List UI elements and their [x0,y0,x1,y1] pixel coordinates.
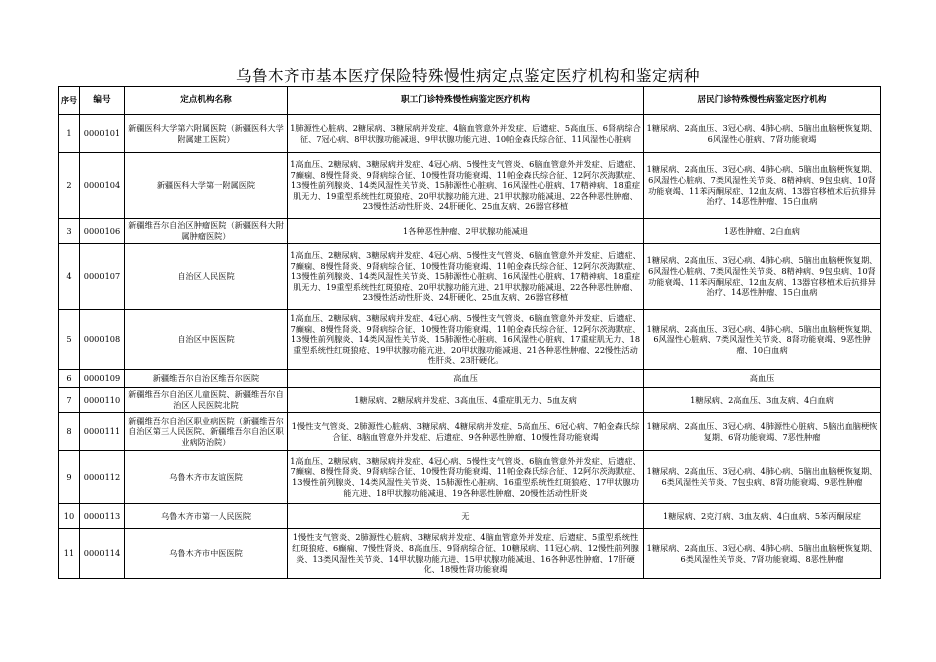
row-staff-diseases: 1高血压、2糖尿病、3糖尿病并发症、4冠心病、5慢性支气管炎、6脑血管意外并发症、后遗症、7癫痫、8慢性肾炎、9肾病综合征、10慢性肾功能衰竭、11帕金森氏综合征、12阿尔茨海默症、13慢性前列腺炎、14类风湿性关节炎、15肺源性心脏病、16重型系统性红斑狼疮、17甲状腺功能亢进、18甲状腺功能减退、19各种恶性肿瘤、20慢性活动性肝炎 [288,451,644,504]
row-code: 0000106 [80,219,125,244]
table-header-row [59,87,881,115]
row-institution: 新疆维吾尔自治区肿瘤医院（新疆医科大附属肿瘤医院） [125,219,288,244]
header-code: 编号 [80,87,125,115]
page-title: 乌鲁木齐市基本医疗保险特殊慢性病定点鉴定医疗机构和鉴定病种 [235,67,700,85]
row-staff-diseases: 1慢性支气管炎、2肺源性心脏病、3糖尿病、4糖尿病并发症、5高血压、6冠心病、7帕金森氏综合征、8脑血管意外并发症、后遗症、9各种恶性肿瘤、10慢性肾功能衰竭 [288,413,644,451]
row-resident-diseases: 高血压 [644,370,881,388]
row-staff-diseases: 1高血压、2糖尿病、3糖尿病并发症、4冠心病、5慢性支气管炎、6脑血管意外并发症、后遗症、7癫痫、8慢性肾炎、9肾病综合征、10慢性肾功能衰竭、11帕金森氏综合征、12阿尔茨海默症、13慢性前列腺炎、14类风湿性关节炎、15肺源性心脏病、16风湿性心脏病、17重症肌无力、18重型系统性红斑狼疮、19甲状腺功能亢进、20甲状腺功能减退、21各种恶性肿瘤、22慢性活动性肝炎、23肝硬化。 [288,310,644,370]
row-seq: 1 [59,115,80,153]
table-row [59,370,881,388]
row-staff-diseases: 1高血压、2糖尿病、3糖尿病并发症、4冠心病、5慢性支气管炎、6脑血管意外并发症、后遗症、7癫痫、8慢性肾炎、9肾病综合征、10慢性肾功能衰竭、11帕金森氏综合征、12阿尔茨海默症、13慢性前列腺炎、14类风湿性关节炎、15肺源性心脏病、16风湿性心脏病、17精神病、18重症肌无力、19重型系统性红斑狼疮、20甲状腺功能亢进、21甲状腺功能减退、22各种恶性肿瘤、23慢性活动性肝炎、24肝硬化、25血友病、26器官移植 [288,244,644,310]
row-seq: 4 [59,244,80,310]
table-row [59,504,881,529]
row-resident-diseases: 1糖尿病、2克汀病、3血友病、4白血病、5苯丙酮尿症 [644,504,881,529]
row-seq: 7 [59,388,80,413]
row-code: 0000107 [80,244,125,310]
row-seq: 11 [59,529,80,579]
row-staff-diseases: 1各种恶性肿瘤、2甲状腺功能减退 [288,219,644,244]
row-seq: 8 [59,413,80,451]
table-row [59,244,881,310]
institution-table [58,86,881,579]
row-institution: 乌鲁木齐市友谊医院 [125,451,288,504]
table-row [59,529,881,579]
row-staff-diseases: 1糖尿病、2糖尿病并发症、3高血压、4重症肌无力、5血友病 [288,388,644,413]
row-staff-diseases: 1慢性支气管炎、2肺源性心脏病、3糖尿病并发症、4脑血管意外并发症、后遗症、5重型系统性红斑狼疮、6癫痫、7慢性肾炎、8高血压、9肾病综合征、10糖尿病、11冠心病、12慢性前列腺炎、13类风湿性关节炎、14甲状腺功能亢进、15甲状腺功能减退、16各种恶性肿瘤、17肝硬化、18慢性肾功能衰竭 [288,529,644,579]
row-institution: 乌鲁木齐市中医医院 [125,529,288,579]
row-seq: 2 [59,153,80,219]
row-resident-diseases: 1糖尿病、2高血压、3血友病、4白血病 [644,388,881,413]
row-resident-diseases: 1糖尿病、2高血压、3冠心病、4肺源性心脏病、5脑出血脑梗恢复期、6肾功能衰竭、7恶性肿瘤 [644,413,881,451]
row-institution: 新疆维吾尔自治区维吾尔医院 [125,370,288,388]
row-code: 0000111 [80,413,125,451]
row-code: 0000108 [80,310,125,370]
table-row [59,153,881,219]
row-seq: 5 [59,310,80,370]
table-row [59,115,881,153]
row-code: 0000114 [80,529,125,579]
row-code: 0000113 [80,504,125,529]
row-resident-diseases: 1糖尿病、2高血压、3冠心病、4肺心病、5脑出血脑梗恢复期、6风湿性心脏病、7类风湿性关节炎、8肾功能衰竭、9恶性肿瘤、10白血病 [644,310,881,370]
row-staff-diseases: 1高血压、2糖尿病、3糖尿病并发症、4冠心病、5慢性支气管炎、6脑血管意外并发症、后遗症、7癫痫、8慢性肾炎、9肾病综合征、10慢性肾功能衰竭、11帕金森氏综合征、12阿尔茨海默症、13慢性前列腺炎、14类风湿性关节炎、15肺源性心脏病、16风湿性心脏病、17精神病、18重症肌无力、19重型系统性红斑狼疮、20甲状腺功能亢进、21甲状腺功能减退、22各种恶性肿瘤、23慢性活动性肝炎、24肝硬化、25血友病、26器官移植 [288,153,644,219]
row-institution: 新疆医科大学第一附属医院 [125,153,288,219]
row-seq: 10 [59,504,80,529]
row-code: 0000101 [80,115,125,153]
row-institution: 自治区人民医院 [125,244,288,310]
row-resident-diseases: 1糖尿病、2高血压、3冠心病、4肺心病、5脑出血脑梗恢复期、6类风湿性关节炎、7包虫病、8肾功能衰竭、9恶性肿瘤 [644,451,881,504]
row-institution: 新疆维吾尔自治区儿童医院、新疆维吾尔自治区人民医院北院 [125,388,288,413]
row-institution: 自治区中医医院 [125,310,288,370]
row-seq: 3 [59,219,80,244]
row-staff-diseases: 1肺源性心脏病、2糖尿病、3糖尿病并发症、4脑血管意外并发症、后遗症、5高血压、6肾病综合征、7冠心病、8甲状腺功能减退、9甲状腺功能亢进、10帕金森氏综合征、11风湿性心脏病 [288,115,644,153]
row-resident-diseases: 1糖尿病、2高血压、3冠心病、4肺心病、5脑出血脑梗恢复期、6类风湿性关节炎、7肾功能衰竭、8恶性肿瘤 [644,529,881,579]
row-code: 0000110 [80,388,125,413]
row-staff-diseases: 高血压 [288,370,644,388]
row-resident-diseases: 1糖尿病、2高血压、3冠心病、4肺心病、5脑出血脑梗恢复期、6风湿性心脏病、7类风湿性关节炎、8精神病、9包虫病、10肾功能衰竭、11苯丙酮尿症、12血友病、13器官移植术后抗排异治疗、14恶性肿瘤、15白血病 [644,244,881,310]
row-seq: 9 [59,451,80,504]
header-name: 定点机构名称 [125,87,288,115]
table-row [59,219,881,244]
header-seq: 序号 [59,87,80,115]
row-staff-diseases: 无 [288,504,644,529]
table-row [59,310,881,370]
row-code: 0000104 [80,153,125,219]
row-code: 0000109 [80,370,125,388]
table-row [59,451,881,504]
row-resident-diseases: 1糖尿病、2高血压、3冠心病、4肺心病、5脑出血脑梗恢复期、6风湿性心脏病、7类风湿性关节炎、8精神病、9包虫病、10肾功能衰竭、11苯丙酮尿症、12血友病、13器官移植术后抗排异治疗、14恶性肿瘤、15白血病 [644,153,881,219]
row-code: 0000112 [80,451,125,504]
row-institution: 乌鲁木齐市第一人民医院 [125,504,288,529]
row-resident-diseases: 1糖尿病、2高血压、3冠心病、4肺心病、5脑出血脑梗恢复期、6风湿性心脏病、7肾功能衰竭 [644,115,881,153]
table-row [59,388,881,413]
row-institution: 新疆维吾尔自治区职业病医院（新疆维吾尔自治区第三人民医院、新疆维吾尔自治区职业病防治院） [125,413,288,451]
header-staff: 职工门诊特殊慢性病鉴定医疗机构 [288,87,644,115]
table-row [59,413,881,451]
row-institution: 新疆医科大学第六附属医院（新疆医科大学附属建工医院） [125,115,288,153]
row-seq: 6 [59,370,80,388]
row-resident-diseases: 1恶性肿瘤、2白血病 [644,219,881,244]
header-resident: 居民门诊特殊慢性病鉴定医疗机构 [644,87,881,115]
